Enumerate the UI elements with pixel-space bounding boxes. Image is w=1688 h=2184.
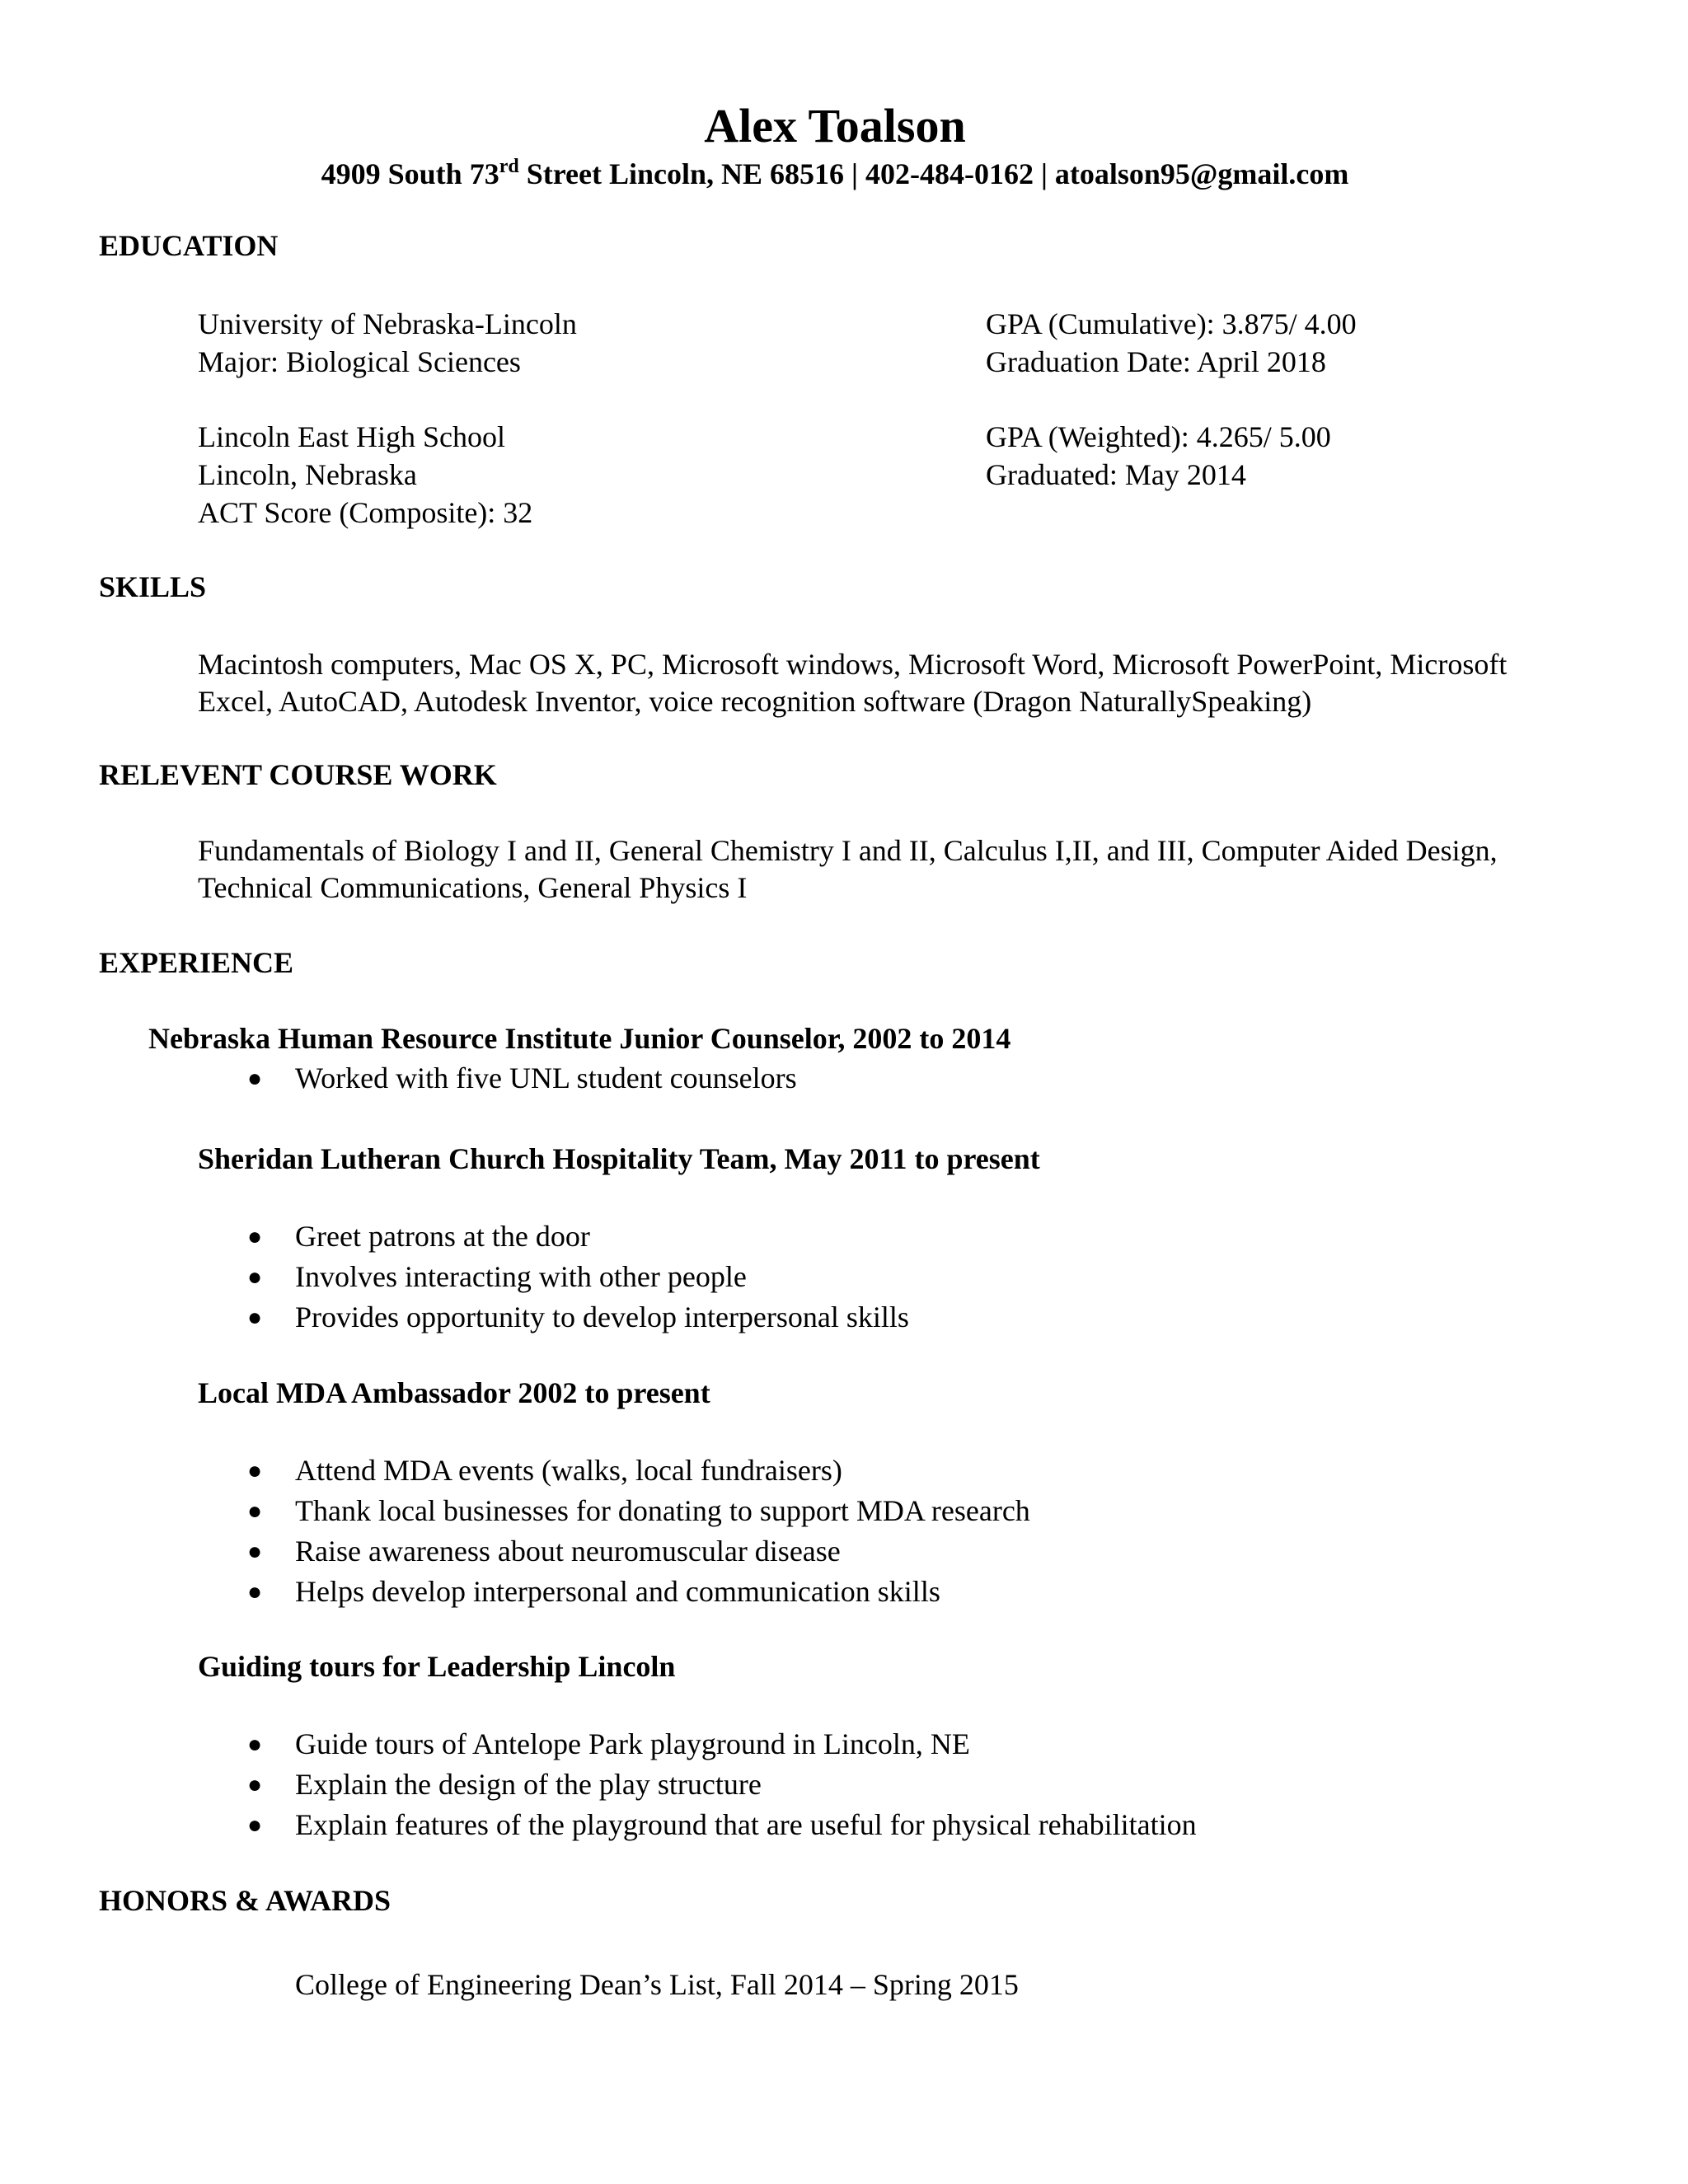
act-score: ACT Score (Composite): 32	[198, 496, 533, 529]
bullet-icon: ●	[247, 1065, 263, 1092]
bullet-text: Helps develop interpersonal and communication skills	[295, 1575, 940, 1608]
list-item	[0, 1216, 909, 1257]
experience-heading: EXPERIENCE	[99, 946, 294, 979]
job-title: Sheridan Lutheran Church Hospitality Team, May 2011 to present	[198, 1142, 1040, 1175]
honors-heading: HONORS & AWARDS	[99, 1884, 392, 1917]
resume-name: Alex Toalson	[704, 99, 966, 152]
college-gpa: GPA (Cumulative): 3.875/ 4.00	[986, 307, 1357, 340]
bullet-icon: ●	[247, 1263, 263, 1291]
bullet-icon: ●	[247, 1497, 263, 1525]
bullet-text: Attend MDA events (walks, local fundraisers)	[295, 1454, 842, 1487]
list-item	[0, 1491, 1030, 1531]
bullet-icon: ●	[247, 1304, 263, 1331]
coursework-text: Fundamentals of Biology I and II, General Chemistry I and II, Calculus I,II, and III, Computer Aided Design, Technical Communications, General Physics I	[198, 834, 1498, 904]
highschool-graduated: Graduated: May 2014	[986, 458, 1246, 491]
skills-text: Macintosh computers, Mac OS X, PC, Microsoft windows, Microsoft Word, Microsoft PowerPoint, Microsoft Excel, AutoCAD, Autodesk Inventor, voice recognition software (Dragon NaturallySpeaking)	[198, 648, 1507, 718]
list-item	[0, 1765, 1197, 1805]
bullet-text: Explain features of the playground that are useful for physical rehabilitation	[295, 1808, 1197, 1841]
bullet-text: Raise awareness about neuromuscular disease	[295, 1535, 841, 1568]
contact-line	[0, 155, 1670, 193]
list-item	[0, 1724, 1197, 1765]
list-item	[0, 1058, 797, 1099]
address-start: 4909 South 73	[321, 157, 499, 190]
college-name: University of Nebraska-Lincoln	[198, 307, 577, 340]
bullet-text: Guide tours of Antelope Park playground in Lincoln, NE	[295, 1727, 970, 1760]
education-heading: EDUCATION	[99, 229, 279, 262]
address-superscript: rd	[499, 156, 519, 177]
coursework-heading: RELEVENT COURSE WORK	[99, 758, 497, 791]
list-item	[0, 1451, 1030, 1491]
job-bullets	[0, 1216, 909, 1338]
job-title: Local MDA Ambassador 2002 to present	[198, 1376, 710, 1409]
bullet-text: Explain the design of the play structure	[295, 1768, 762, 1801]
college-major: Major: Biological Sciences	[198, 345, 521, 378]
bullet-icon: ●	[247, 1771, 263, 1798]
bullet-icon: ●	[247, 1457, 263, 1484]
skills-heading: SKILLS	[99, 570, 207, 603]
list-item	[0, 1572, 1030, 1612]
bullet-icon: ●	[247, 1538, 263, 1565]
bullet-icon: ●	[247, 1578, 263, 1605]
bullet-text: Involves interacting with other people	[295, 1260, 747, 1293]
college-graduation: Graduation Date: April 2018	[986, 345, 1326, 378]
job-title: Guiding tours for Leadership Lincoln	[198, 1650, 676, 1683]
job-bullets	[0, 1451, 1030, 1612]
list-item	[0, 1805, 1197, 1845]
bullet-icon: ●	[247, 1731, 263, 1758]
bullet-text: Greet patrons at the door	[295, 1220, 590, 1253]
bullet-text: Thank local businesses for donating to support MDA research	[295, 1494, 1030, 1527]
highschool-gpa: GPA (Weighted): 4.265/ 5.00	[986, 420, 1331, 453]
job-bullets	[0, 1724, 1197, 1845]
bullet-text: Worked with five UNL student counselors	[295, 1062, 797, 1094]
list-item	[0, 1297, 909, 1338]
bullet-icon: ●	[247, 1811, 263, 1839]
list-item	[0, 1531, 1030, 1572]
highschool-location: Lincoln, Nebraska	[198, 458, 417, 491]
honor-item: College of Engineering Dean’s List, Fall 2014 – Spring 2015	[295, 1968, 1019, 2001]
job-bullets	[0, 1058, 797, 1099]
list-item	[0, 1257, 909, 1297]
highschool-name: Lincoln East High School	[198, 420, 505, 453]
job-title: Nebraska Human Resource Institute Junior Counselor, 2002 to 2014	[148, 1022, 1011, 1055]
bullet-icon: ●	[247, 1223, 263, 1250]
bullet-text: Provides opportunity to develop interpersonal skills	[295, 1301, 909, 1333]
address-rest: Street Lincoln, NE 68516 | 402-484-0162 | atoalson95@gmail.com	[518, 157, 1349, 190]
